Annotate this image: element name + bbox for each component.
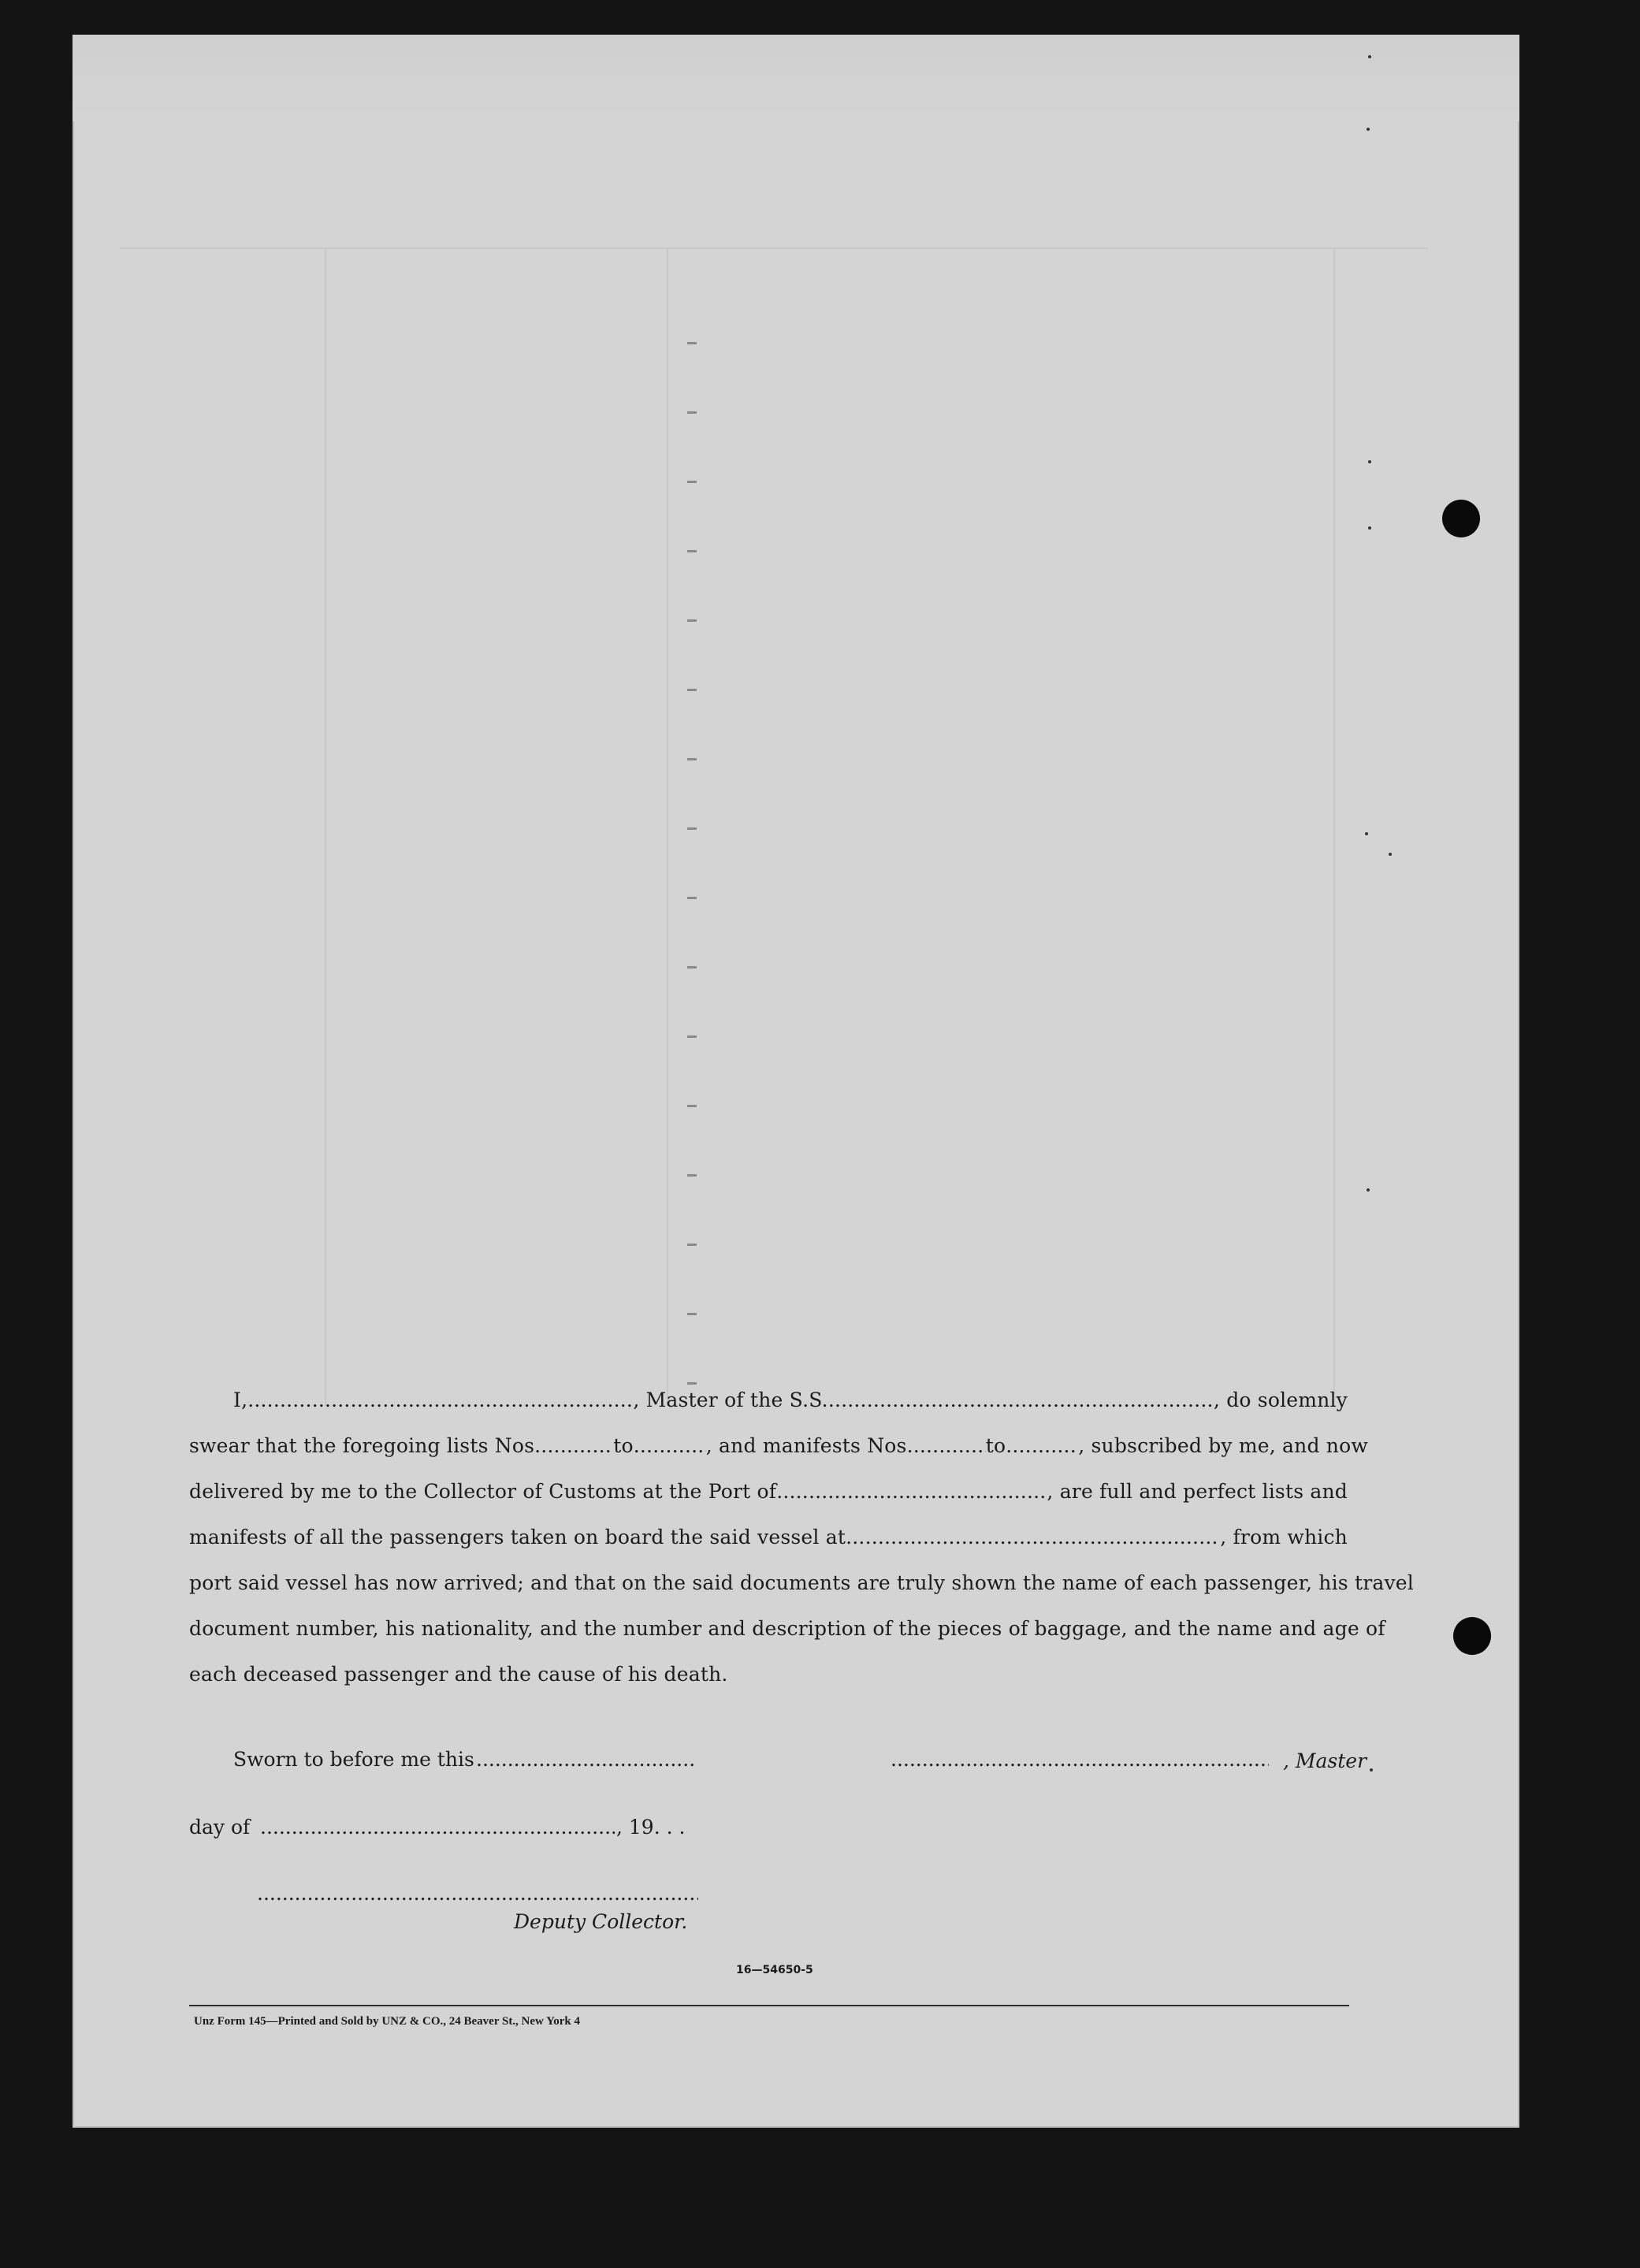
scan-speck [1370, 1768, 1373, 1772]
oath-line-4 [189, 1526, 1348, 1554]
faint-column-line [667, 247, 668, 1406]
scan-speck [1365, 832, 1368, 835]
oath-line-2 [189, 1434, 1368, 1463]
oath-line-5 [189, 1571, 1414, 1600]
scan-speck [1368, 526, 1371, 530]
manifest-to-blank [1006, 1434, 1078, 1457]
oath-text: to [985, 1434, 1006, 1457]
row-dash-mark [687, 1313, 697, 1315]
oath-line-1 [189, 1389, 1348, 1417]
oath-text: swear that the foregoing lists Nos. [189, 1434, 541, 1457]
row-dash-mark [687, 481, 697, 483]
oath-line-7 [189, 1663, 1348, 1691]
year-label: , 19. . . [616, 1816, 686, 1839]
row-dash-mark [687, 1035, 697, 1038]
master-label: , Master [1283, 1749, 1367, 1772]
oath-text: each deceased passenger and the cause of his death. [189, 1663, 728, 1686]
oath-text: to [613, 1434, 634, 1457]
oath-text: , are full and perfect lists and [1047, 1480, 1348, 1503]
row-dash-mark [687, 827, 697, 830]
form-number: 16—54650-5 [736, 1964, 813, 1976]
punch-hole [1442, 500, 1480, 537]
oath-text: manifests of all the passengers taken on board the said vessel at [189, 1526, 846, 1549]
scan-speck [1367, 128, 1370, 131]
row-dash-mark [687, 897, 697, 899]
row-dash-mark [687, 411, 697, 414]
oath-line-3 [189, 1480, 1348, 1508]
oath-text: , Master of the S.S. [633, 1389, 828, 1411]
row-dash-mark [687, 1174, 697, 1177]
punch-hole [1453, 1617, 1491, 1655]
deputy-collector-label: Deputy Collector. [514, 1910, 688, 1933]
faded-header-area [73, 35, 1519, 121]
faint-row-line [120, 247, 1428, 249]
footer-rule [189, 2005, 1349, 2006]
day-of-label: day of [189, 1816, 251, 1839]
departure-port-blank [846, 1526, 1220, 1549]
list-from-blank [541, 1434, 613, 1457]
port-blank [776, 1480, 1047, 1503]
row-dash-mark [687, 550, 697, 552]
row-dash-mark [687, 966, 697, 969]
row-dash-mark [687, 1244, 697, 1246]
month-blank [260, 1816, 615, 1839]
manifest-from-blank [913, 1434, 986, 1457]
oath-text: I, [233, 1389, 248, 1411]
oath-text: , and manifests Nos. [705, 1434, 913, 1457]
oath-line-6 [189, 1617, 1385, 1645]
row-dash-mark [687, 1105, 697, 1107]
scan-speck [1389, 853, 1392, 856]
master-name-blank [247, 1389, 633, 1411]
faint-column-line [325, 247, 326, 1406]
oath-text: , do solemnly [1213, 1389, 1348, 1411]
row-dash-mark [687, 758, 697, 760]
ship-name-blank [828, 1389, 1214, 1411]
scan-speck [1368, 460, 1371, 463]
master-signature-blank [891, 1748, 1269, 1771]
oath-text: port said vessel has now arrived; and that on the said documents are truly shown the name of each passenger, his travel [189, 1571, 1414, 1594]
deputy-signature-blank [257, 1882, 698, 1905]
faint-column-line [1333, 247, 1335, 1406]
sworn-date-blank [476, 1748, 697, 1771]
row-dash-mark [687, 342, 697, 344]
row-dash-mark [687, 689, 697, 691]
list-to-blank [634, 1434, 706, 1457]
oath-text: delivered by me to the Collector of Customs at the Port of [189, 1480, 777, 1503]
oath-text: , from which [1220, 1526, 1348, 1549]
oath-text: , subscribed by me, and now [1078, 1434, 1368, 1457]
row-dash-mark [687, 1382, 697, 1385]
scan-speck [1367, 1188, 1370, 1192]
oath-text: document number, his nationality, and the number and description of the pieces of baggage, and the name and age of [189, 1617, 1385, 1640]
row-dash-mark [687, 619, 697, 622]
printer-imprint: Unz Form 145—Printed and Sold by UNZ & CO., 24 Beaver St., New York 4 [194, 2015, 580, 2028]
document-page [73, 35, 1519, 2128]
sworn-label: Sworn to before me this [233, 1748, 474, 1771]
scan-speck [1368, 55, 1371, 58]
